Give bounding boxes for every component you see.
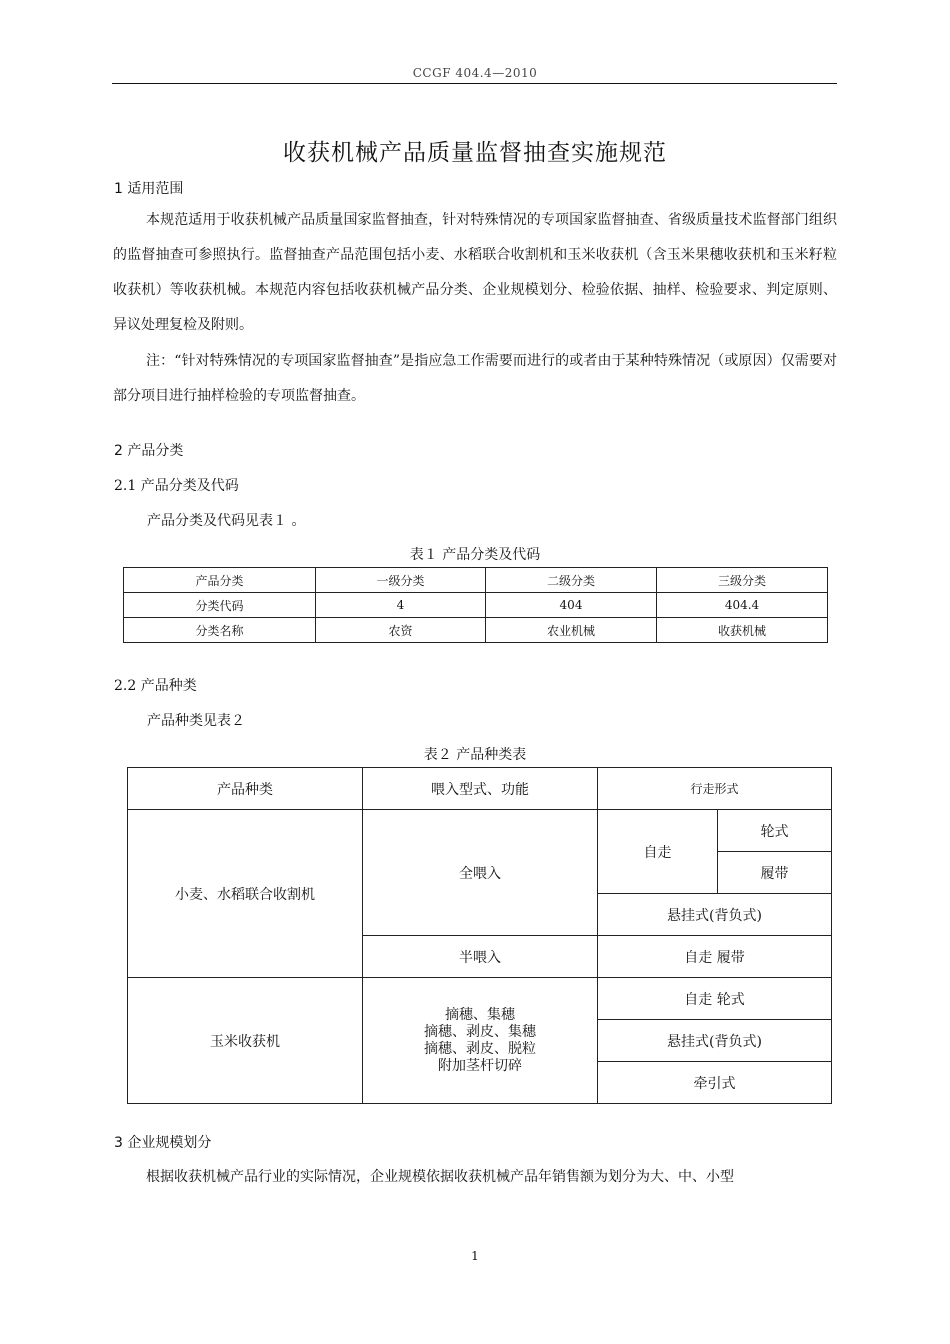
corn-function-line: 摘穗、集穗: [445, 1006, 515, 1023]
self-wheeled-cell: 自走 轮式: [598, 978, 832, 1020]
table-1-caption: 表１ 产品分类及代码: [409, 547, 541, 563]
corn-harvester-cell: 玉米收获机: [128, 978, 363, 1104]
col-header-feed-type: 喂入型式、功能: [363, 768, 598, 810]
table-cell: 404.4: [657, 593, 828, 618]
section-1-heading: 1 适用范围: [114, 181, 184, 197]
suspended-cell: 悬挂式(背负式): [598, 894, 832, 936]
section-1-note: 注：“针对特殊情况的专项国家监督抽查”是指应急工作需要而进行的或者由于某种特殊情况（或原因）仅需要对部分项目进行抽样检验的专项监督抽查。: [113, 353, 837, 404]
self-tracked-cell: 自走 履带: [598, 936, 832, 978]
table-row: [128, 810, 832, 852]
page-number: 1: [471, 1249, 479, 1263]
corn-function-line: 附加茎杆切碎: [438, 1057, 522, 1074]
section-2-1-text: 产品分类及代码见表１ 。: [147, 513, 306, 529]
section-3-heading: 3 企业规模划分: [114, 1135, 212, 1151]
section-3-paragraph: 根据收获机械产品行业的实际情况，企业规模依据收获机械产品年销售额为划分为大、中、小型: [146, 1169, 734, 1185]
wheeled-cell: 轮式: [718, 810, 832, 852]
wheat-rice-harvester-cell: 小麦、水稻联合收割机: [128, 810, 363, 978]
document-title: 收获机械产品质量监督抽查实施规范: [283, 140, 667, 166]
col-header-product-type: 产品种类: [128, 768, 363, 810]
section-2-1-heading: 2.1 产品分类及代码: [114, 478, 239, 494]
full-feed-cell: 全喂入: [363, 810, 598, 936]
section-2-2-heading: 2.2 产品种类: [114, 678, 197, 694]
table-row: [128, 978, 832, 1020]
table-row: [128, 768, 832, 810]
table-header-cell: 产品分类: [124, 568, 316, 593]
standard-code: CCGF 404.4—2010: [412, 66, 538, 80]
corn-function-line: 摘穗、剥皮、集穗: [424, 1023, 536, 1040]
table-row: [124, 618, 828, 643]
table-header-cell: 三级分类: [657, 568, 828, 593]
table-cell: 404: [486, 593, 657, 618]
table-row: [124, 593, 828, 618]
half-feed-cell: 半喂入: [363, 936, 598, 978]
trailed-cell: 牵引式: [598, 1062, 832, 1104]
corn-functions-cell: [363, 978, 598, 1104]
table-cell: 农资: [316, 618, 486, 643]
section-2-heading: 2 产品分类: [114, 443, 184, 459]
table-header-cell: 一级分类: [316, 568, 486, 593]
corn-suspended-cell: 悬挂式(背负式): [598, 1020, 832, 1062]
self-propelled-cell: 自走: [598, 810, 718, 894]
table-cell: 分类代码: [124, 593, 316, 618]
corn-function-line: 摘穗、剥皮、脱粒: [424, 1040, 536, 1057]
table-2-caption: 表２ 产品种类表: [423, 747, 527, 763]
product-types-table: [127, 767, 832, 1104]
table-cell: 收获机械: [657, 618, 828, 643]
header-rule: [112, 83, 837, 84]
col-header-travel-type: 行走形式: [598, 768, 832, 810]
table-cell: 分类名称: [124, 618, 316, 643]
section-1-paragraph: 本规范适用于收获机械产品质量国家监督抽查，针对特殊情况的专项国家监督抽查、省级质量技术监督部门组织的监督抽查可参照执行。监督抽查产品范围包括小麦、水稻联合收割机和玉米收获机（含玉米果穗收获机和玉米籽粒收获机）等收获机械。本规范内容包括收获机械产品分类、企业规模划分、检验依据、抽样、检验要求、判定原则、异议处理复检及附则。: [113, 212, 837, 333]
table-header-cell: 二级分类: [486, 568, 657, 593]
product-classification-table: [123, 567, 828, 643]
tracked-cell: 履带: [718, 852, 832, 894]
table-row: [124, 568, 828, 593]
section-2-2-text: 产品种类见表２: [147, 713, 245, 729]
table-cell: 农业机械: [486, 618, 657, 643]
table-cell: 4: [316, 593, 486, 618]
